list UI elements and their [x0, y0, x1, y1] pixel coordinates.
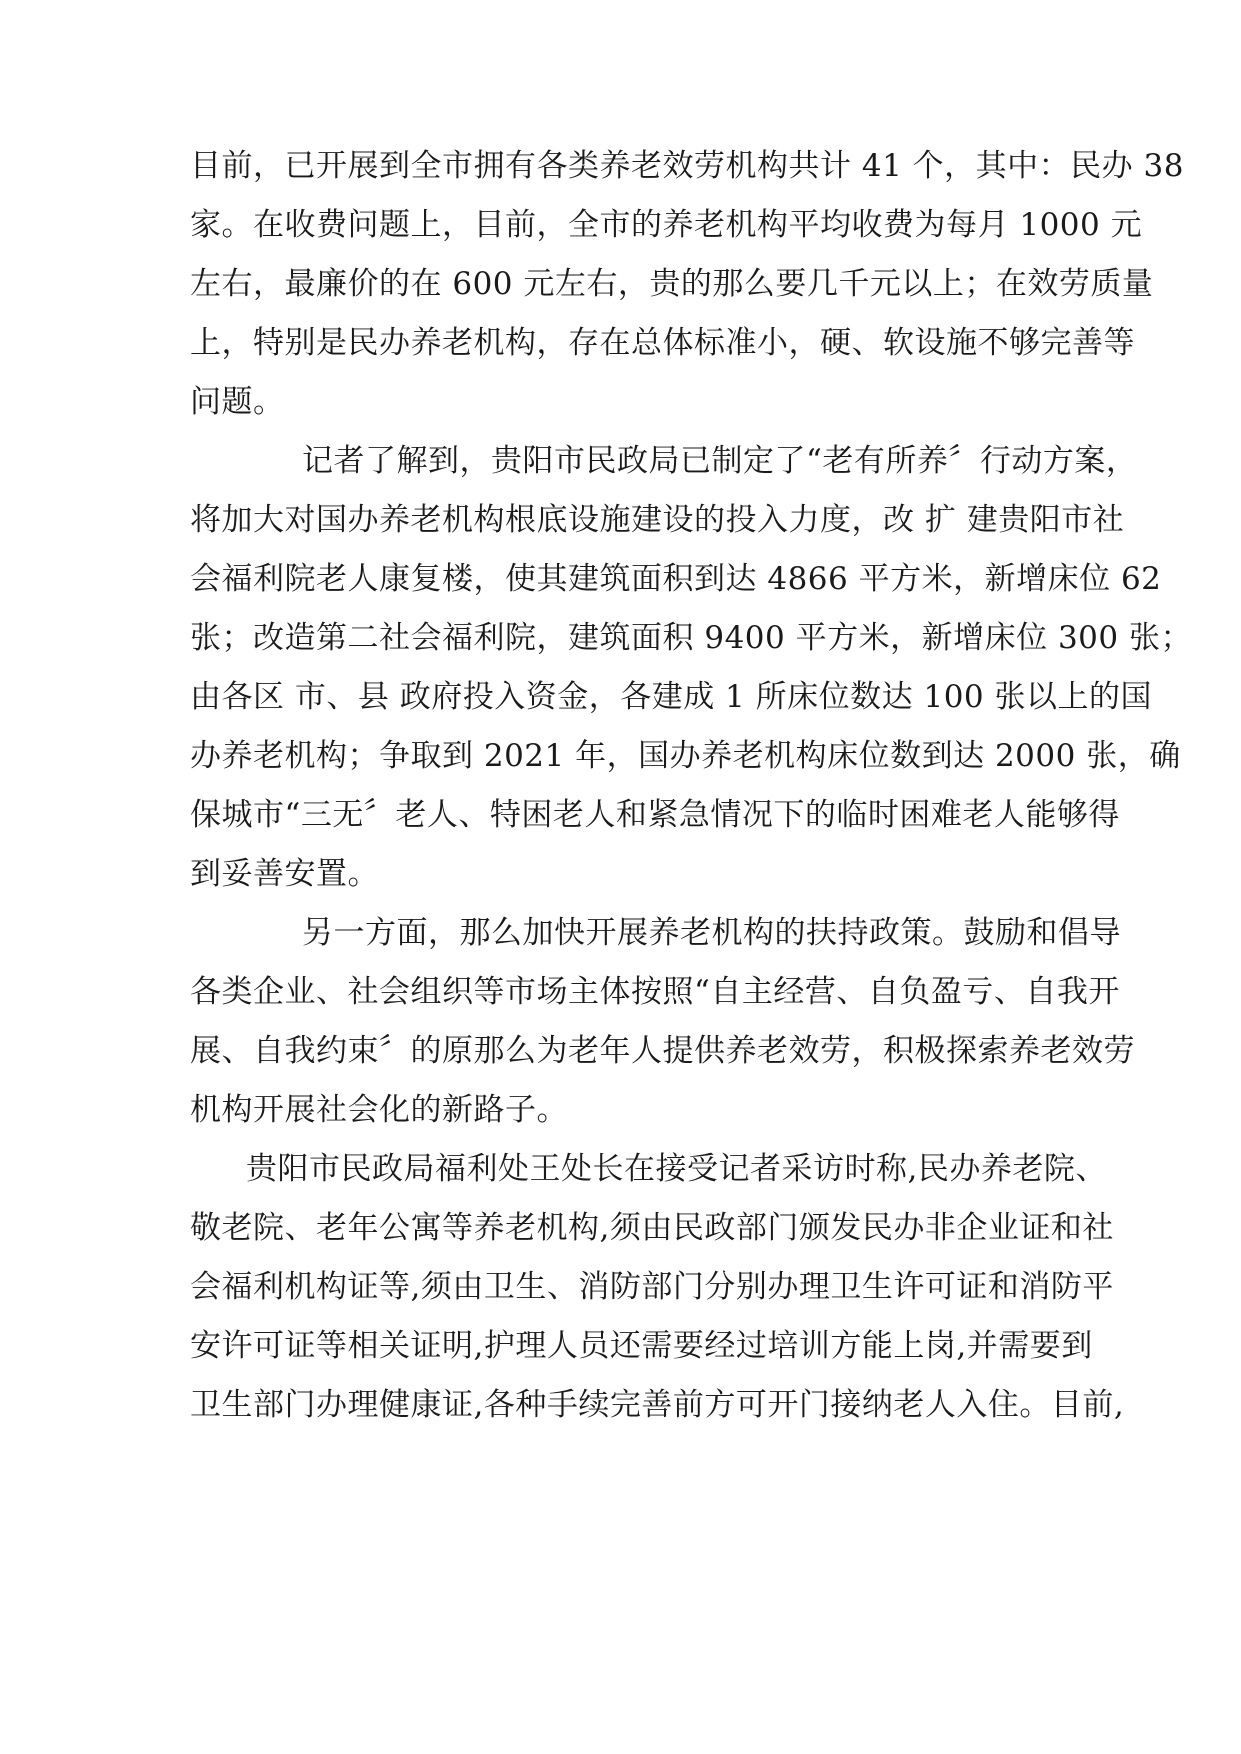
paragraph-2-line-3: 会福利院老人康复楼，使其建筑面积到达 4866 平方米，新增床位 62 — [190, 561, 1162, 597]
paragraph-4-line-2: 敬老院、老年公寓等养老机构,须由民政部门颁发民办非企业证和社 — [190, 1210, 1114, 1246]
paragraph-2-line-5: 由各区 市、县 政府投入资金，各建成 1 所床位数达 100 张以上的国 — [190, 679, 1153, 715]
paragraph-4-line-1: 贵阳市民政局福利处王处长在接受记者采访时称,民办养老院、 — [246, 1151, 1107, 1187]
paragraph-1-line-1: 目前，已开展到全市拥有各类养老效劳机构共计 41 个，其中：民办 38 — [190, 148, 1184, 184]
paragraph-1-line-3: 左右，最廉价的在 600 元左右，贵的那么要几千元以上；在效劳质量 — [190, 266, 1154, 302]
paragraph-3-line-4: 机构开展社会化的新路子。 — [190, 1092, 568, 1128]
paragraph-2-line-4: 张；改造第二社会福利院，建筑面积 9400 平方米，新增床位 300 张； — [190, 620, 1192, 656]
paragraph-4-line-3: 会福利机构证等,须由卫生、消防部门分别办理卫生许可证和消防平 — [190, 1269, 1114, 1305]
paragraph-2-line-7: 保城市“三无〞老人、特困老人和紧急情况下的临时困难老人能够得 — [190, 797, 1120, 833]
paragraph-4-line-5: 卫生部门办理健康证,各种手续完善前方可开门接纳老人入住。目前, — [190, 1387, 1125, 1423]
paragraph-3-line-2: 各类企业、社会组织等市场主体按照“自主经营、自负盈亏、自我开 — [190, 974, 1120, 1010]
paragraph-2-line-2: 将加大对国办养老机构根底设施建设的投入力度，改 扩 建贵阳市社 — [190, 502, 1125, 538]
paragraph-3-line-1: 另一方面，那么加快开展养老机构的扶持政策。鼓励和倡导 — [302, 915, 1121, 951]
paragraph-1-line-5: 问题。 — [190, 384, 285, 420]
paragraph-3-line-3: 展、自我约束〞的原那么为老年人提供养老效劳，积极探索养老效劳 — [190, 1033, 1135, 1069]
paragraph-1-line-4: 上，特别是民办养老机构，存在总体标准小，硬、软设施不够完善等 — [190, 325, 1135, 361]
paragraph-1-line-2: 家。在收费问题上，目前，全市的养老机构平均收费为每月 1000 元 — [190, 207, 1143, 243]
paragraph-2-line-8: 到妥善安置。 — [190, 856, 379, 892]
paragraph-4-line-4: 安许可证等相关证明,护理人员还需要经过培训方能上岗,并需要到 — [190, 1328, 1093, 1364]
paragraph-2-line-1: 记者了解到，贵阳市民政局已制定了“老有所养〞行动方案， — [302, 443, 1138, 479]
paragraph-2-line-6: 办养老机构；争取到 2021 年，国办养老机构床位数到达 2000 张，确 — [190, 738, 1181, 774]
